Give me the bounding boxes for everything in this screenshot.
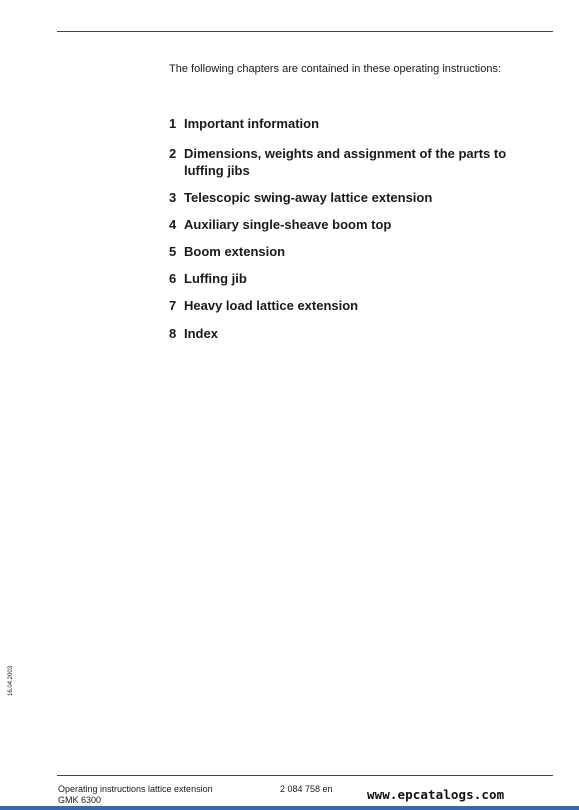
side-date: 16.04.2003 bbox=[8, 665, 14, 696]
chapter-number: 5 bbox=[169, 244, 177, 259]
chapter-title: Luffing jib bbox=[184, 271, 247, 286]
chapter-list bbox=[169, 115, 529, 342]
intro-text: The following chapters are contained in these operating instructions: bbox=[169, 63, 502, 75]
chapter-item-2[interactable] bbox=[169, 145, 529, 179]
chapter-number: 2 bbox=[169, 146, 177, 161]
chapter-title: Dimensions, weights and assignment of the parts to luffing jibs bbox=[184, 146, 507, 178]
chapter-item-7[interactable] bbox=[169, 297, 529, 314]
chapter-item-6[interactable] bbox=[169, 270, 529, 287]
bottom-bar bbox=[0, 806, 579, 810]
chapter-title: Telescopic swing-away lattice extension bbox=[184, 190, 433, 205]
chapter-item-3[interactable] bbox=[169, 189, 529, 206]
chapter-title: Important information bbox=[184, 116, 320, 131]
chapter-number: 3 bbox=[169, 190, 177, 205]
chapter-item-4[interactable] bbox=[169, 216, 529, 233]
watermark-url[interactable]: www.epcatalogs.com bbox=[367, 787, 505, 802]
chapter-number: 6 bbox=[169, 271, 177, 286]
chapter-item-5[interactable] bbox=[169, 243, 529, 260]
chapter-item-8[interactable] bbox=[169, 325, 529, 342]
chapter-number: 8 bbox=[169, 326, 177, 341]
footer-title: Operating instructions lattice extension bbox=[58, 784, 213, 794]
chapter-title: Heavy load lattice extension bbox=[184, 298, 359, 313]
header-rule bbox=[57, 31, 553, 32]
chapter-number: 1 bbox=[169, 116, 177, 131]
chapter-title: Auxiliary single-sheave boom top bbox=[184, 217, 392, 232]
chapter-number: 4 bbox=[169, 217, 177, 232]
footer-title-block bbox=[58, 784, 213, 806]
chapter-title: Index bbox=[184, 326, 218, 341]
chapter-title: Boom extension bbox=[184, 244, 286, 259]
footer-rule bbox=[57, 775, 553, 776]
footer-doc-number: 2 084 758 en bbox=[280, 784, 333, 794]
chapter-number: 7 bbox=[169, 298, 177, 313]
chapter-item-1[interactable] bbox=[169, 115, 529, 132]
footer-model: GMK 6300 bbox=[58, 795, 102, 805]
